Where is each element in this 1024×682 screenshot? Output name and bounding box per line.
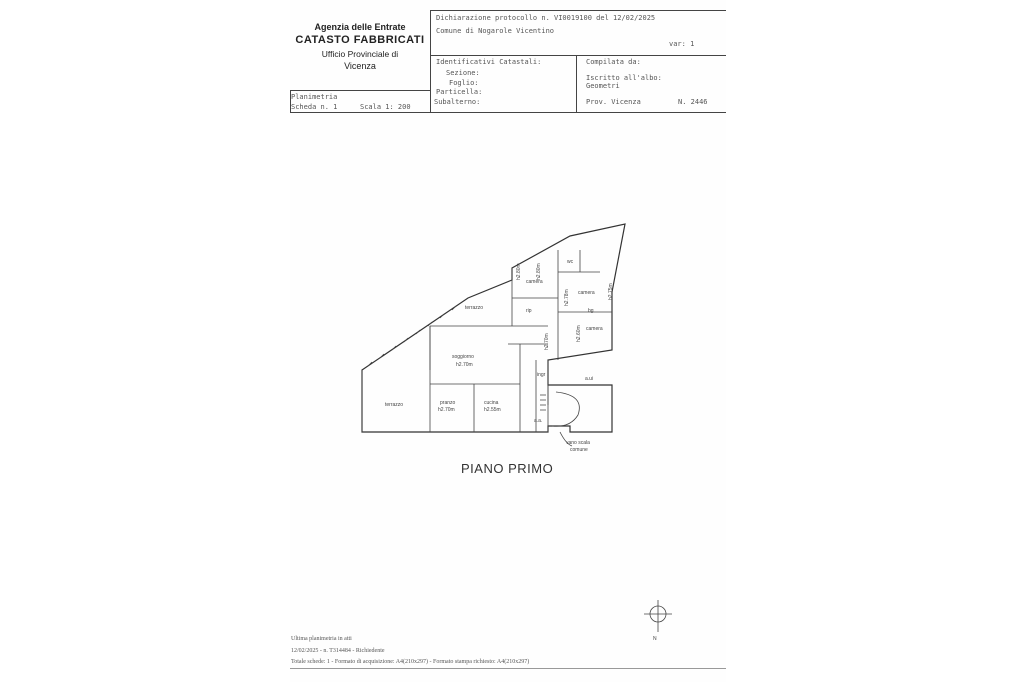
footer-line-2: 12/02/2025 - n. T314484 - Richiedente	[291, 648, 385, 654]
room-bagno: bg	[588, 308, 594, 314]
room-terrazzo-left: terrazzo	[385, 402, 404, 408]
height-2: h2.78m	[564, 289, 570, 306]
office-city: Vicenza	[344, 61, 376, 71]
room-pranzo-h: h2.70m	[438, 407, 455, 413]
annotation-vano: vano scala	[566, 440, 590, 446]
comune-text: Comune di Nogarole Vicentino	[436, 27, 555, 35]
north-label: N	[653, 636, 657, 642]
foglio-label: Foglio:	[449, 79, 479, 87]
room-aui: a.ui	[585, 376, 594, 382]
office-label: Ufficio Provinciale di	[321, 49, 399, 59]
identificativi-label: Identificativi Catastali:	[436, 58, 542, 66]
room-rip: rip	[526, 308, 532, 314]
room-soggiorno: soggiorno	[452, 354, 474, 360]
footer-line-3: Totale schede: 1 - Formato di acquisizione: A4(210x297) - Formato stampa richiesto: A4(210x297)	[291, 659, 530, 665]
prov-label: Prov. Vicenza	[586, 98, 641, 106]
room-pranzo: pranzo	[440, 400, 456, 406]
room-cucina: cucina	[484, 400, 499, 406]
iscritto-label: Iscritto all'albo:	[586, 74, 662, 82]
planimetria-label: Planimetria	[291, 93, 338, 101]
scheda-var: var: 1	[669, 40, 695, 48]
room-wc: wc	[567, 259, 574, 265]
dichiarazione-text: Dichiarazione protocollo n. VI0019100 del 12/02/2025	[436, 14, 656, 22]
room-soggiorno-h: h2.70m	[456, 362, 473, 368]
agency-name: Agenzia delle Entrate	[314, 22, 406, 32]
room-camera-3: camera	[586, 326, 603, 332]
annotation-comune: comune	[570, 447, 588, 453]
numero-label: N. 2446	[678, 98, 708, 106]
height-6: h2.70m	[544, 333, 550, 350]
compilata-label: Compilata da:	[586, 58, 641, 66]
height-4: h2.60m	[576, 325, 582, 342]
particella-label: Particella:	[436, 88, 483, 96]
scala-label: Scala 1: 200	[360, 103, 411, 111]
height-1: h2.80m	[516, 263, 522, 280]
room-camera-1: camera	[526, 279, 543, 285]
room-camera-2: camera	[578, 290, 595, 296]
room-ingr: ingr	[537, 372, 546, 378]
north-arrow-icon	[644, 600, 672, 632]
floor-title: PIANO PRIMO	[461, 461, 554, 476]
iscritto-albo: Geometri	[586, 82, 620, 90]
room-aa: a.a.	[534, 418, 543, 424]
height-3: h2.75m	[608, 283, 614, 300]
room-cucina-h: h2.55m	[484, 407, 501, 413]
subalterno-label: Subalterno:	[434, 98, 481, 106]
scheda-label: Scheda n. 1	[291, 103, 338, 111]
sezione-label: Sezione:	[446, 69, 480, 77]
catasto-label: CATASTO FABBRICATI	[295, 34, 425, 46]
room-terrazzo-top: terrazzo	[465, 305, 484, 311]
footer-line	[290, 668, 726, 669]
footer-line-1: Ultima planimetria in atti	[291, 636, 352, 642]
height-5: h2.80m	[536, 263, 542, 280]
